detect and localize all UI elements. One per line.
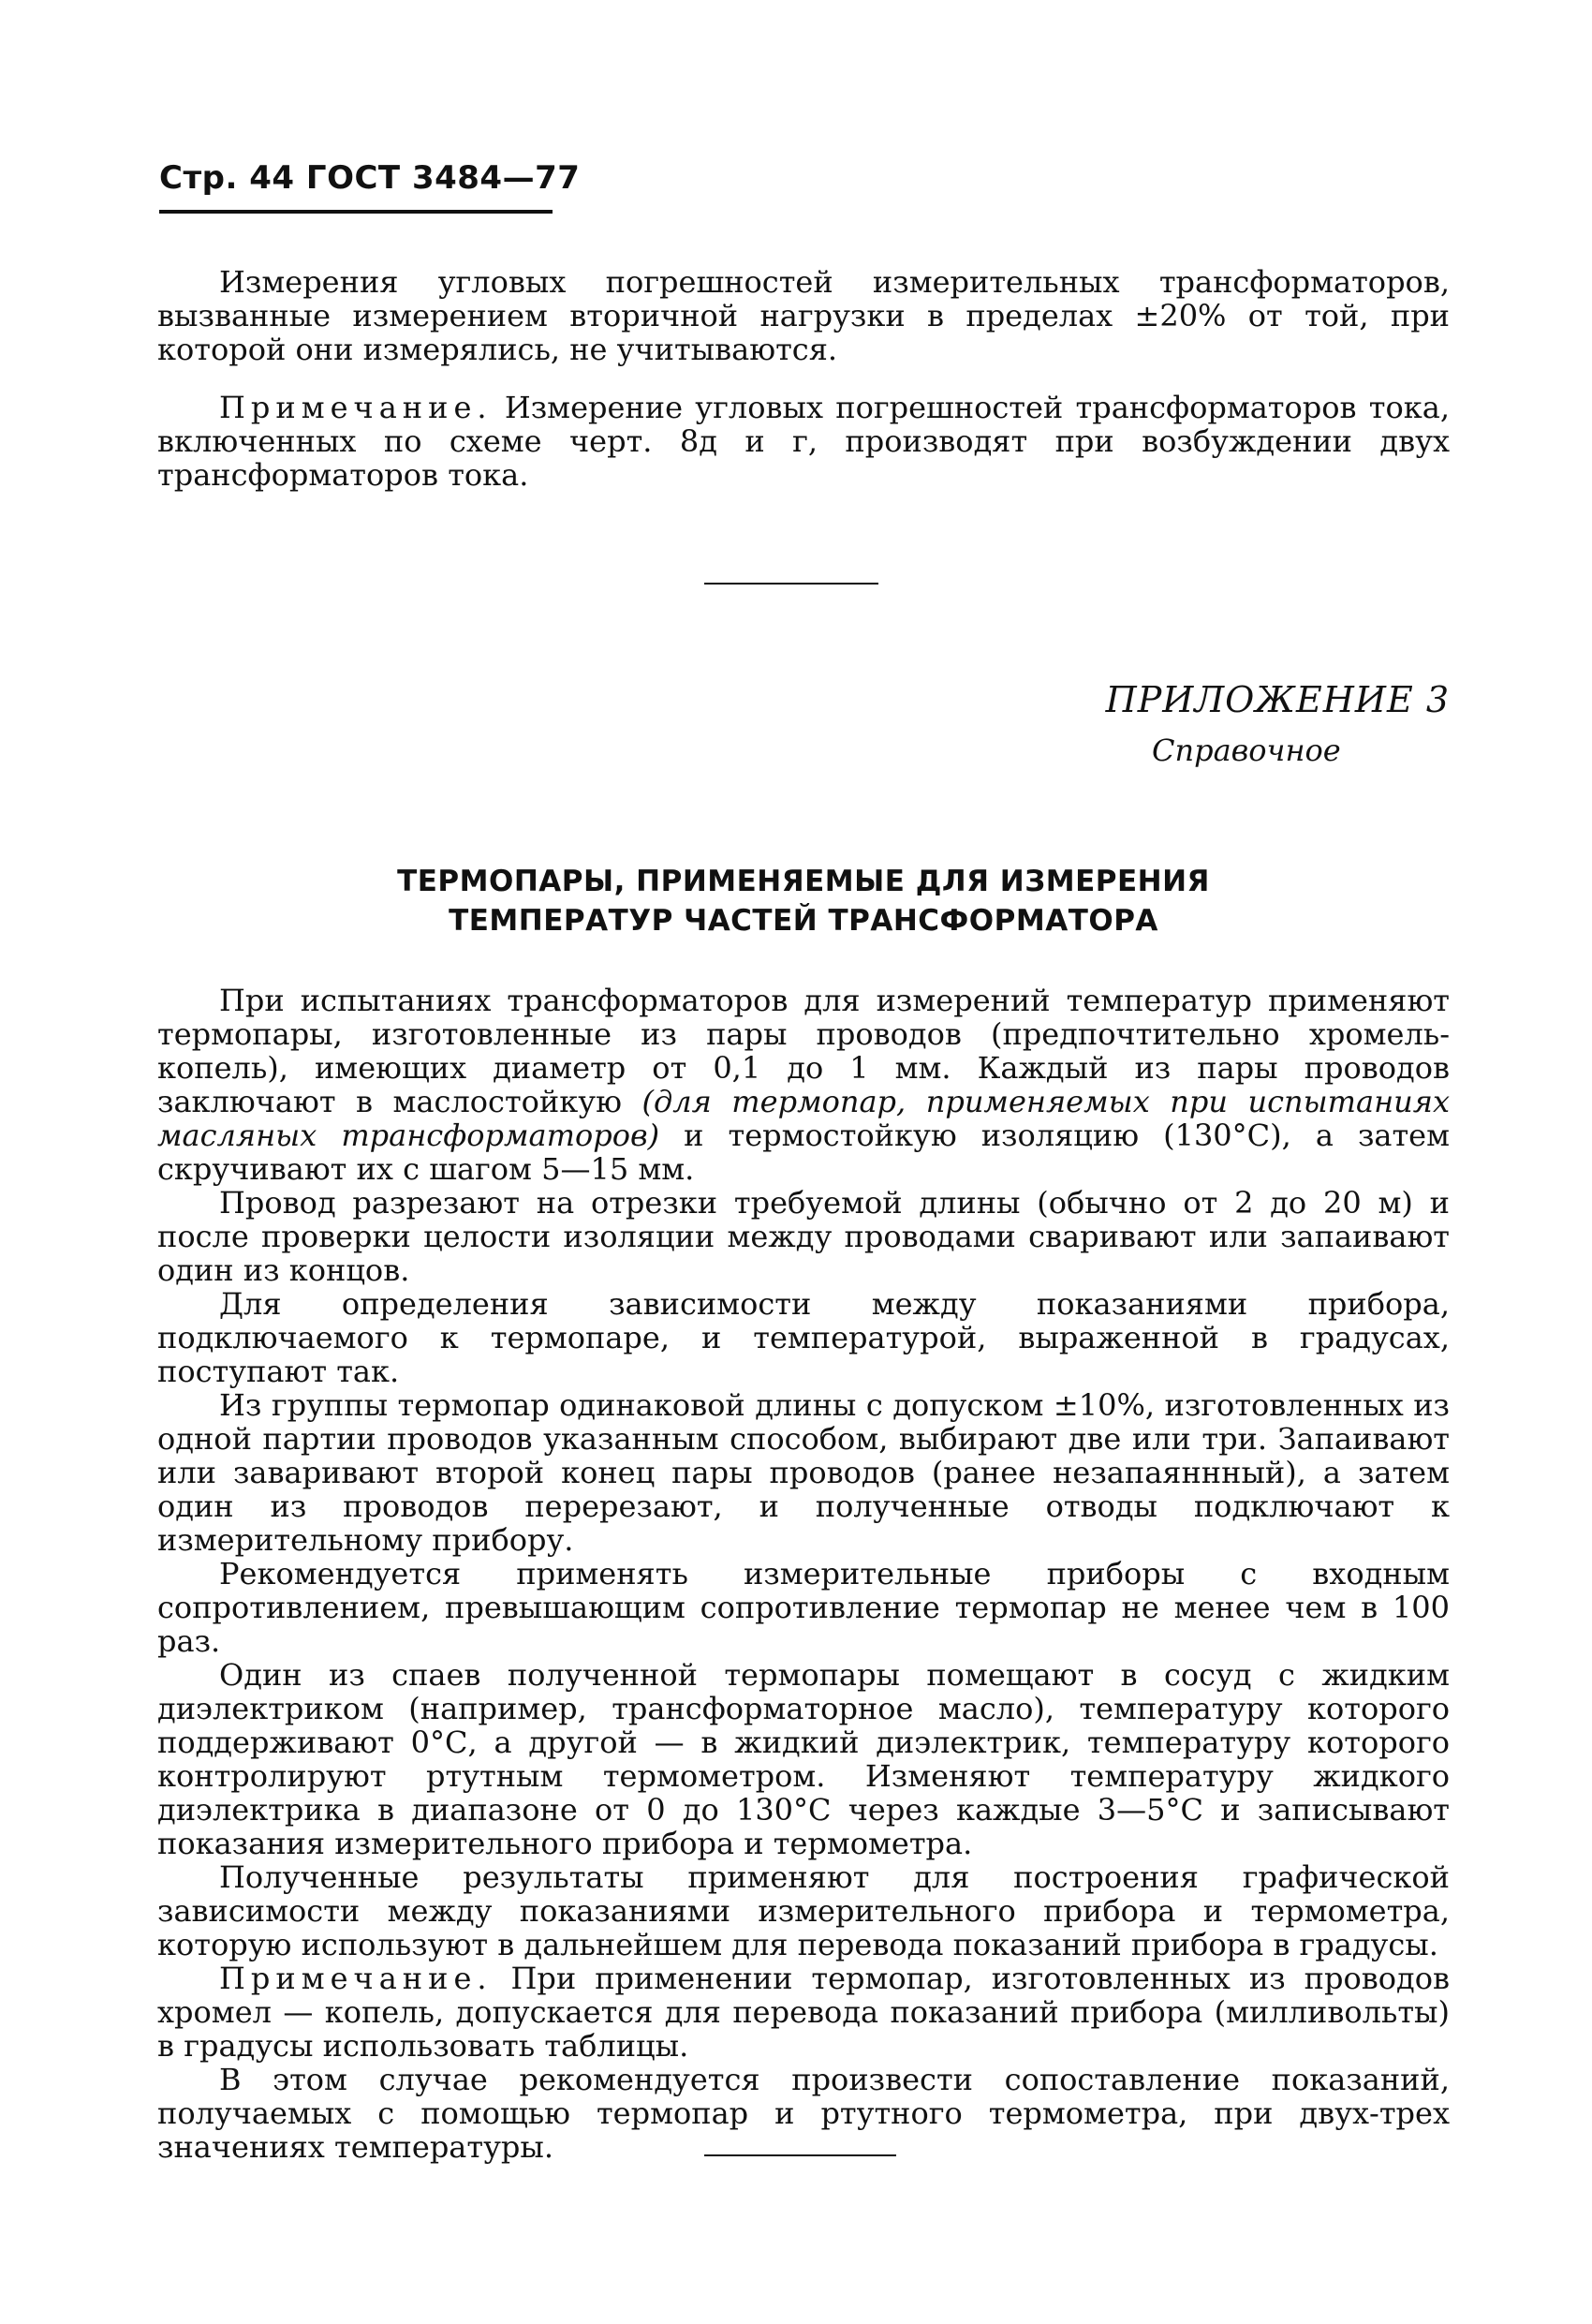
body-paragraph-7: Полученные результаты применяют для построения графической зависимости между показаниями измерительного прибора и термометра, которую используют в дальнейшем для перевода показаний прибора в градусы. (157, 1859, 1450, 1962)
section-title (157, 862, 1450, 940)
body-block (157, 984, 1450, 2164)
body-p1-a: При испытаниях трансформаторов для измерений температур применяют термопары, изготовленные из пары проводов (предпочтительно хромель-копель), имеющих диаметр от 0,1 до 1 мм. Каждый из пары проводов заключают в маслостойкую (157, 983, 1450, 1119)
intro-paragraph: Измерения угловых погрешностей измерительных трансформаторов, вызванные измерением вторичной нагрузки в пределах ±20% от той, при которой они измерялись, не учитываются. (157, 264, 1450, 367)
section-title-line1: ТЕРМОПАРЫ, ПРИМЕНЯЕМЫЕ ДЛЯ ИЗМЕРЕНИЯ (397, 865, 1210, 898)
body-note (157, 1961, 1450, 2063)
appendix-subtitle: Справочное (1152, 733, 1341, 768)
body-paragraph-6: Один из спаев полученной термопары помещают в сосуд с жидким диэлектриком (например, трансформаторное масло), температуру которого поддерживают 0°С, а другой — в жидкий диэлектрик, температуру которого контролируют ртутным термометром. Изменяют температуру жидкого диэлектрика в диапазоне от 0 до 130°С через каждые 3—5°С и записывают показания измерительного прибора и термометра. (157, 1657, 1450, 1861)
body-paragraph-5: Рекомендуется применять измерительные приборы с входным сопротивлением, превышающим сопротивление термопар не менее чем в 100 раз. (157, 1556, 1450, 1659)
body-paragraph-8: В этом случае рекомендуется произвести сопоставление показаний, получаемых с помощью термопар и ртутного термометра, при двух-трех значениях температуры. (157, 2062, 1450, 2165)
page-header: Стр. 44 ГОСТ 3484—77 (159, 159, 581, 197)
section-title-line2: ТЕМПЕРАТУР ЧАСТЕЙ ТРАНСФОРМАТОРА (449, 904, 1158, 938)
body-p1-italic: (для термопар, применяемых при испытаниях масляных трансформаторов) (157, 1084, 1451, 1153)
header-rule (159, 210, 553, 214)
body-p1-b: и термостойкую изоляцию (130°С), а затем скручивают их с шагом 5—15 мм. (157, 1118, 1451, 1187)
body-paragraph-2: Провод разрезают на отрезки требуемой длины (обычно от 2 до 20 м) и после проверки целости изоляции между проводами сваривают или запаивают один из концов. (157, 1185, 1450, 1288)
intro-block (157, 265, 1450, 492)
body-note-label: Примечание. (219, 1961, 493, 1996)
section-divider-top (704, 583, 878, 585)
section-divider-bottom (704, 2154, 896, 2156)
appendix-title: ПРИЛОЖЕНИЕ 3 (1105, 679, 1450, 720)
body-paragraph-1 (157, 984, 1450, 1186)
body-note-text: При применении термопар, изготовленных из проводов хромел — копель, допускается для перевода показаний прибора (милливольты) в градусы использовать таблицы. (157, 1961, 1450, 2064)
body-paragraph-4: Из группы термопар одинаковой длины с допуском ±10%, изготовленных из одной партии проводов указанным способом, выбирают две или три. Запаивают или заваривают второй конец пары проводов (ранее незапаяннный), а затем один из проводов перерезают, и полученные отводы подключают к измерительному прибору. (157, 1387, 1450, 1558)
body-paragraph-3: Для определения зависимости между показаниями прибора, подключаемого к термопаре, и температурой, выраженной в градусах, поступают так. (157, 1286, 1450, 1389)
intro-note (157, 391, 1450, 492)
intro-note-label: Примечание. (219, 390, 493, 425)
intro-note-text: Измерение угловых погрешностей трансформаторов тока, включенных по схеме черт. 8д и г, производят при возбуждении двух трансформаторов тока. (157, 390, 1451, 493)
